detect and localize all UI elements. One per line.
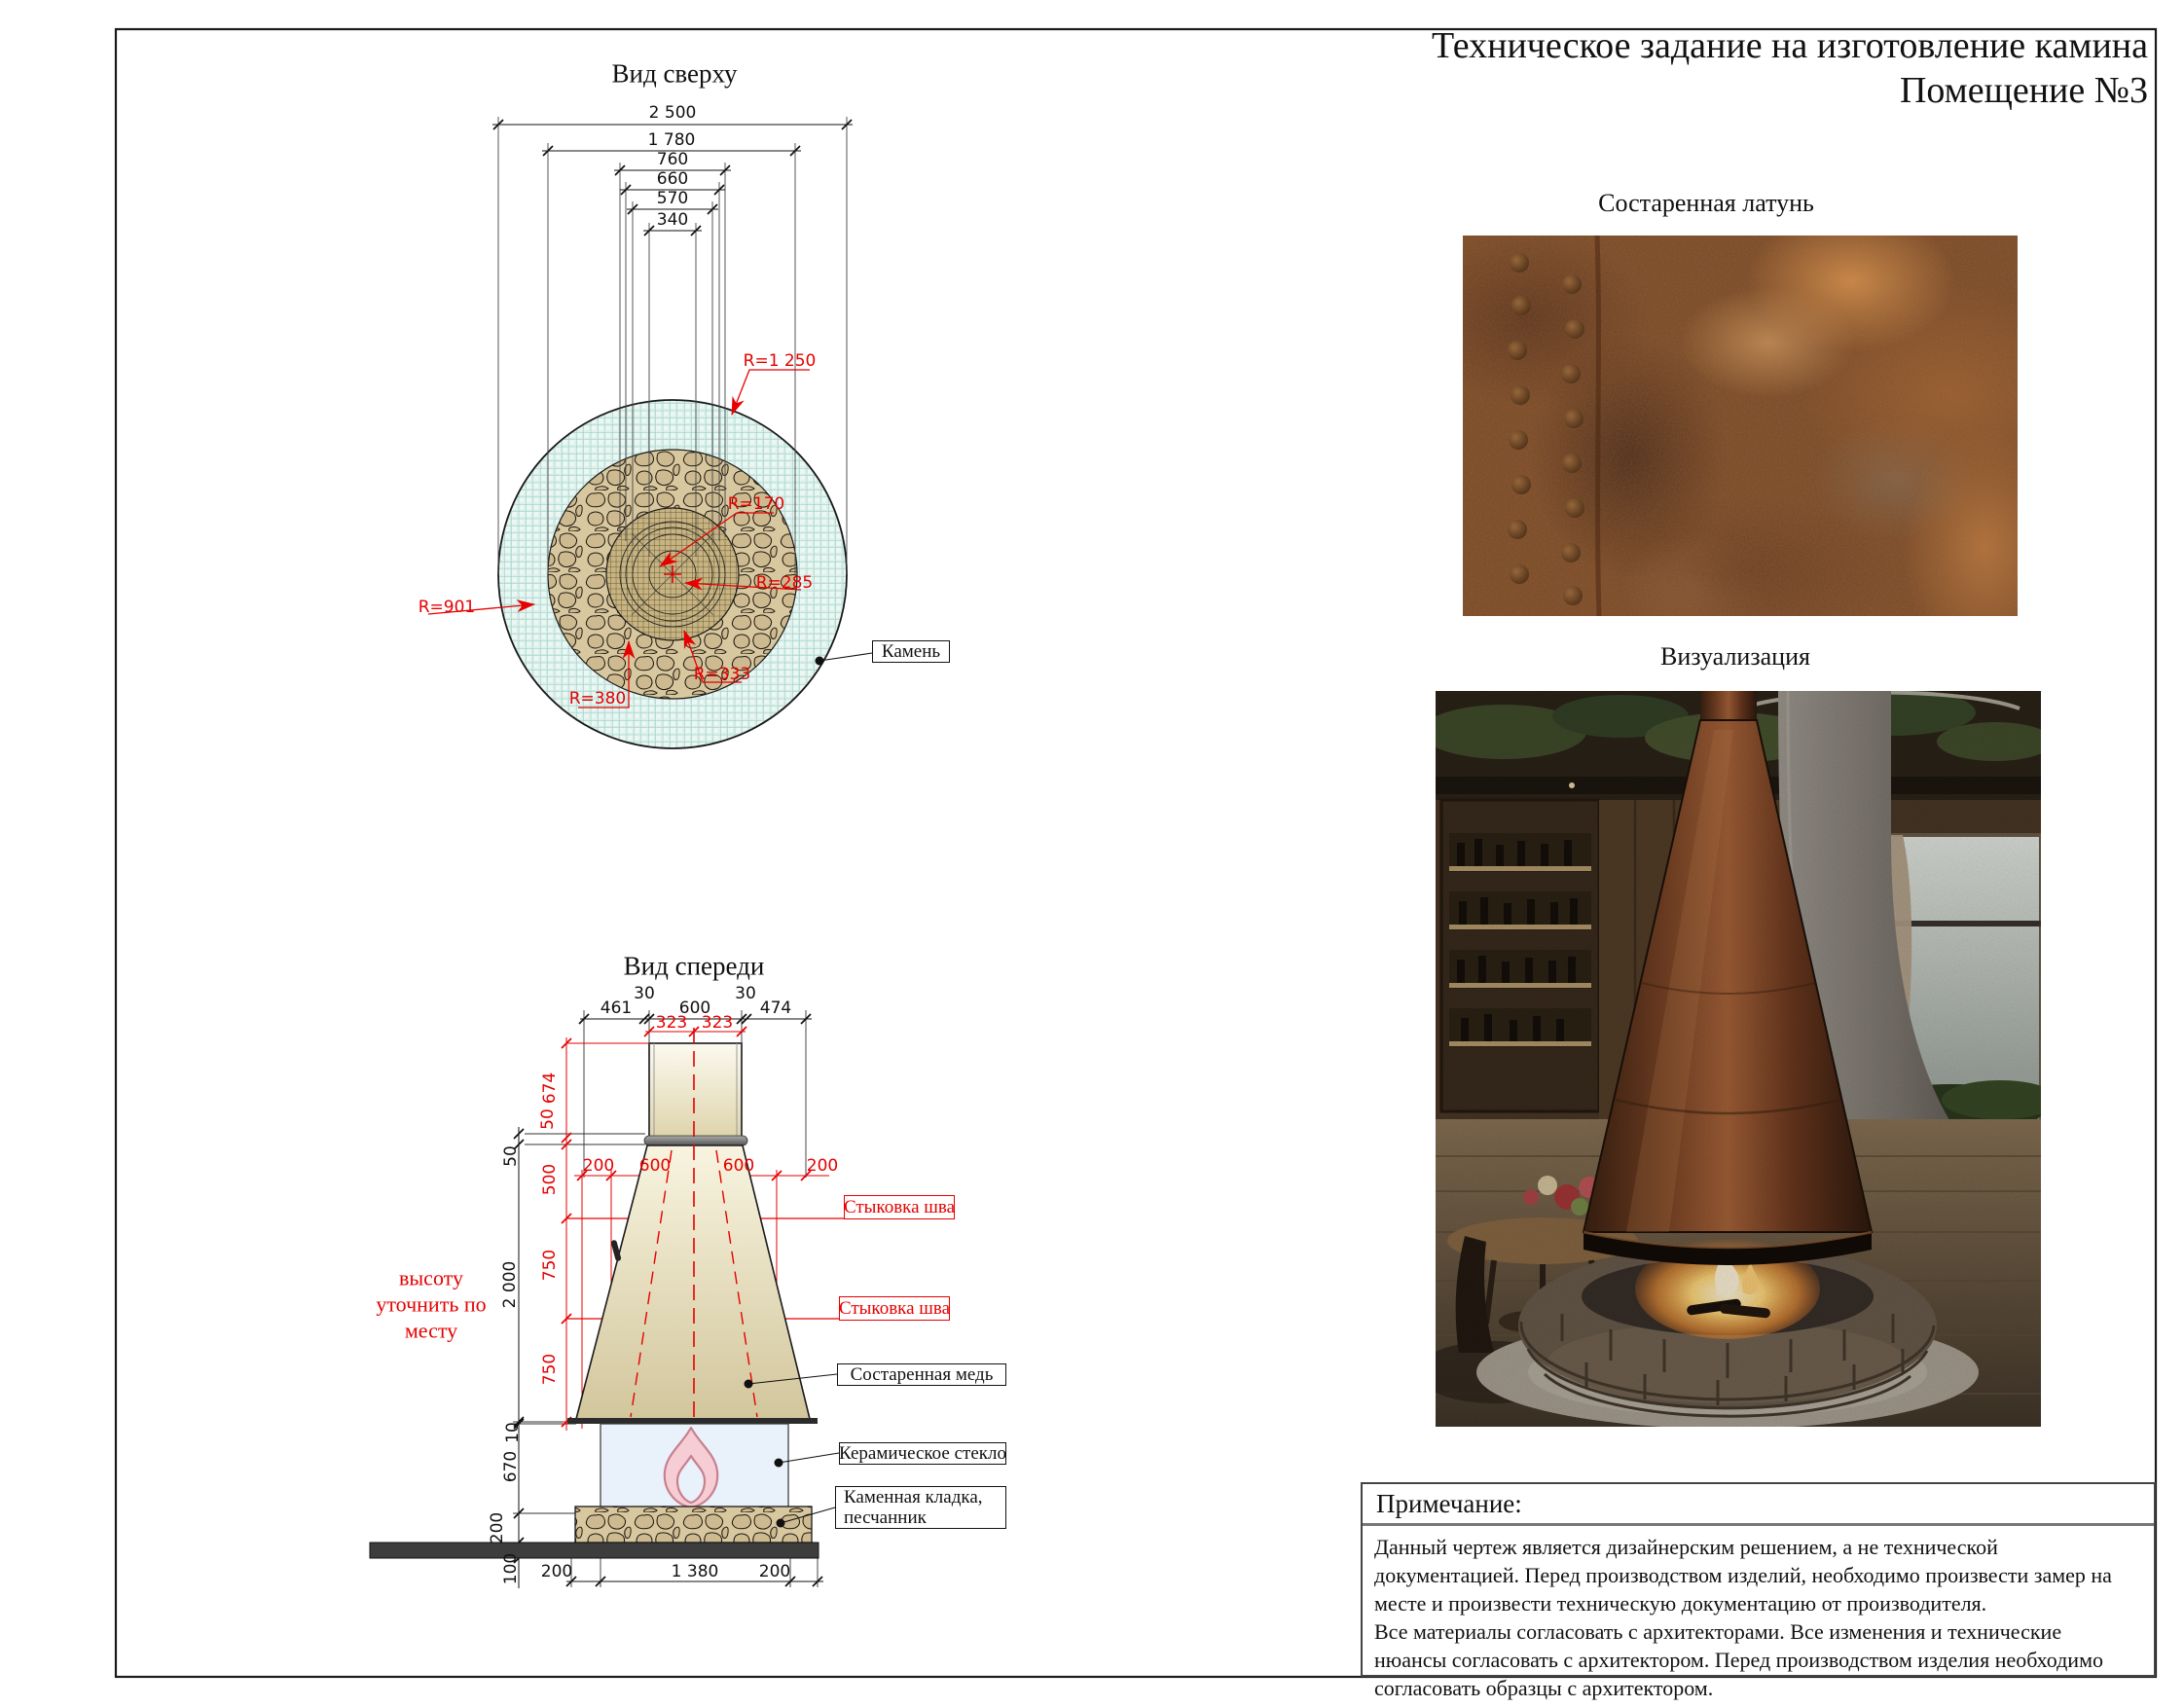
front-dim-600-top: 600 <box>678 999 711 1018</box>
front-dim-30-right: 30 <box>735 984 756 1003</box>
plan-dim-570: 570 <box>656 189 689 208</box>
plan-radius-170: R=170 <box>727 494 785 514</box>
copper-callout-label: Состаренная медь <box>850 1363 994 1385</box>
front-dim-670: 670 <box>501 1450 521 1483</box>
plan-dim-760: 760 <box>656 150 689 169</box>
front-dim-200-base: 200 <box>488 1511 507 1544</box>
page-title <box>1432 23 2148 113</box>
stone-callout <box>872 640 950 663</box>
front-dim-bottom-200-right: 200 <box>758 1562 791 1581</box>
front-dim-750-lower: 750 <box>540 1353 560 1386</box>
plan-radius-901: R=901 <box>418 598 476 617</box>
seam-callout-2-label: Стыковка шва <box>838 1297 951 1319</box>
front-dim-10: 10 <box>503 1422 523 1443</box>
plan-dim-2500: 2 500 <box>648 103 697 123</box>
note-paragraph-2: Все материалы согласовать с архитекторами. Все изменения и технические нюансы согласовать с архитектором. Перед производством изделия необходимо согласовать образцы с архитектором. <box>1374 1619 2103 1700</box>
front-dim-461: 461 <box>600 999 633 1018</box>
masonry-callout-line2: песчанник <box>844 1507 927 1528</box>
note-header: Примечание: <box>1363 1484 2154 1526</box>
front-dim-50-black: 50 <box>501 1145 521 1167</box>
seam-callout-1 <box>844 1195 955 1219</box>
page-title-line1: Техническое задание на изготовление камина <box>1431 25 2148 66</box>
height-adjust-note: высоту уточнить по месту <box>376 1265 487 1343</box>
front-view-title: Вид спереди <box>623 951 765 981</box>
note-box <box>1361 1482 2156 1700</box>
plan-dim-660: 660 <box>656 169 689 189</box>
plan-view-drawing <box>428 117 872 748</box>
plan-radius-285: R=285 <box>755 573 814 593</box>
glass-callout-label: Керамическое стекло <box>839 1442 1006 1464</box>
masonry-callout <box>835 1486 1006 1529</box>
plan-radius-380: R=380 <box>568 689 627 708</box>
note-paragraph-1: Данный чертеж является дизайнерским решением, а не технической документацией. Перед производством изделий, необходимо произвести замер на месте и произвести техническую документацию от производителя. <box>1374 1535 2112 1616</box>
seam-callout-2 <box>839 1296 950 1321</box>
visualization-label: Визуализация <box>1660 642 1810 671</box>
brass-sample-label: Состаренная латунь <box>1598 189 1814 217</box>
front-dim-200-right: 200 <box>806 1156 839 1176</box>
stone-callout-label: Камень <box>881 640 941 662</box>
front-dim-674: 674 <box>540 1071 560 1105</box>
front-dim-200-left: 200 <box>582 1156 615 1176</box>
brass-texture-image <box>1463 236 2018 616</box>
front-dim-474: 474 <box>759 999 792 1018</box>
copper-callout <box>837 1363 1006 1386</box>
front-dim-30-left: 30 <box>634 984 655 1003</box>
front-dim-750-upper: 750 <box>540 1249 560 1282</box>
front-dim-500: 500 <box>540 1163 560 1196</box>
plan-radius-333: R=333 <box>693 665 751 684</box>
note-body <box>1363 1526 2154 1702</box>
front-dim-323-right: 323 <box>701 1013 734 1033</box>
glass-callout <box>839 1442 1006 1465</box>
front-dim-2000: 2 000 <box>500 1260 520 1309</box>
front-dim-600-right: 600 <box>722 1156 755 1176</box>
front-dim-100: 100 <box>501 1552 521 1585</box>
plan-view-title: Вид сверху <box>611 58 738 89</box>
plan-dim-1780: 1 780 <box>647 130 696 150</box>
front-dim-bottom-200-left: 200 <box>540 1562 573 1581</box>
seam-callout-1-label: Стыковка шва <box>843 1196 956 1217</box>
page-title-line2: Помещение №3 <box>1899 70 2148 111</box>
plan-radius-1250: R=1 250 <box>743 351 817 371</box>
front-dim-323-left: 323 <box>655 1013 688 1033</box>
masonry-callout-line1: Каменная кладка, <box>844 1487 983 1507</box>
front-dim-1380: 1 380 <box>671 1562 719 1581</box>
front-dim-50-red: 50 <box>538 1108 558 1130</box>
visualization-render-image <box>1436 691 2041 1427</box>
plan-dim-340: 340 <box>656 210 689 230</box>
front-dim-600-left: 600 <box>638 1156 672 1176</box>
